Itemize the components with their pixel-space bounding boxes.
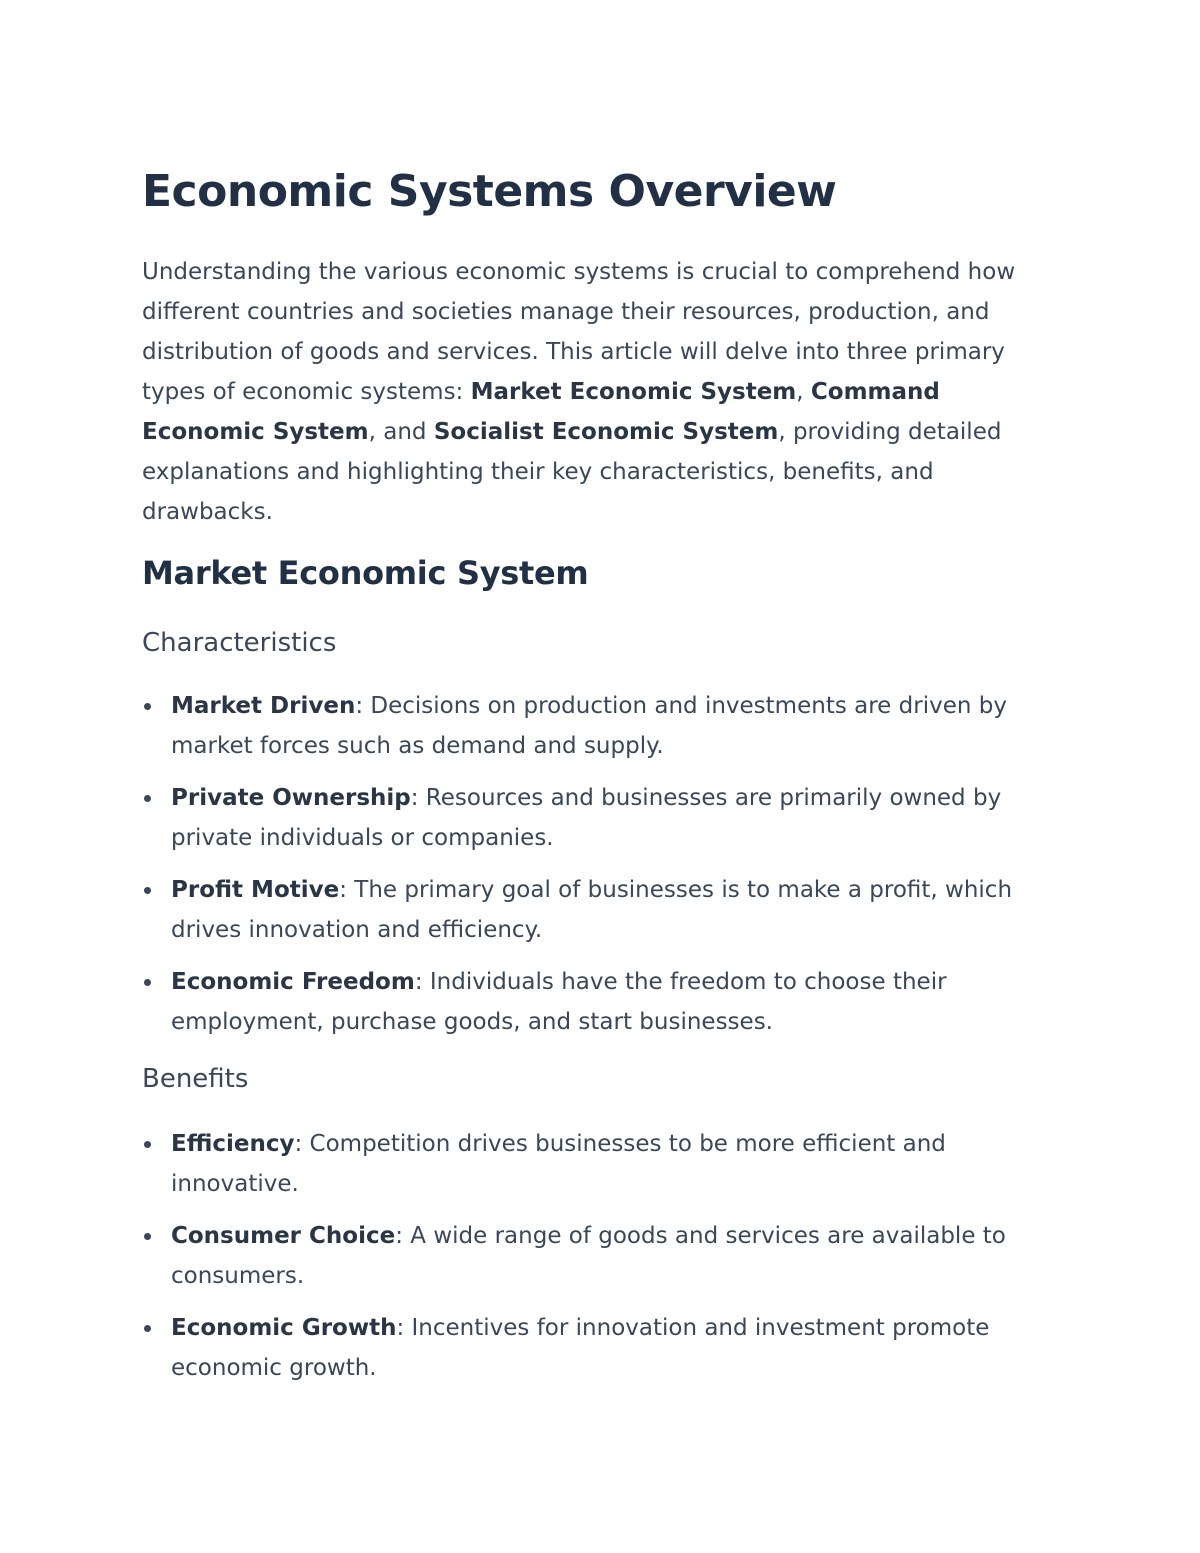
bullet-icon bbox=[144, 703, 151, 710]
intro-text-4: , providing detailed explanations and highlighting their key characteristics, benefits, and drawbacks. bbox=[142, 419, 1002, 525]
benefits-list bbox=[142, 1124, 1062, 1400]
benefits-heading: Benefits bbox=[142, 1064, 249, 1094]
list-item-desc: : Incentives for innovation and investment promote economic growth. bbox=[171, 1315, 990, 1381]
bullet-icon bbox=[144, 979, 151, 986]
intro-bold-socialist: Socialist Economic System bbox=[433, 419, 779, 445]
list-item-term: Private Ownership bbox=[171, 785, 411, 811]
list-item-term: Market Driven bbox=[171, 693, 356, 719]
list-item-desc: : Competition drives businesses to be more efficient and innovative. bbox=[171, 1131, 946, 1197]
intro-bold-market: Market Economic System bbox=[470, 379, 797, 405]
list-item-term: Profit Motive bbox=[171, 877, 340, 903]
list-item-term: Economic Growth bbox=[171, 1315, 397, 1341]
list-item-desc: : Individuals have the freedom to choose their employment, purchase goods, and start businesses. bbox=[171, 969, 947, 1035]
list-item bbox=[142, 686, 1062, 766]
list-item bbox=[142, 962, 1062, 1042]
bullet-icon bbox=[144, 887, 151, 894]
list-item bbox=[142, 1216, 1062, 1296]
list-item-desc: : Resources and businesses are primarily owned by private individuals or companies. bbox=[171, 785, 1002, 851]
intro-bold-command: Command Economic System bbox=[142, 379, 940, 445]
characteristics-list bbox=[142, 686, 1062, 1054]
list-item-term: Economic Freedom bbox=[171, 969, 415, 995]
intro-text-1: Understanding the various economic systems is crucial to comprehend how different countries and societies manage their resources, production, and distribution of goods and services. This article will delve into three primary types of economic systems: bbox=[142, 259, 1016, 405]
bullet-icon bbox=[144, 1325, 151, 1332]
intro-paragraph bbox=[142, 252, 1062, 532]
list-item-term: Efficiency bbox=[171, 1131, 295, 1157]
list-item bbox=[142, 1124, 1062, 1204]
list-item-desc: : The primary goal of businesses is to make a profit, which drives innovation and efficiency. bbox=[171, 877, 1013, 943]
characteristics-heading: Characteristics bbox=[142, 628, 337, 658]
bullet-icon bbox=[144, 1233, 151, 1240]
list-item-desc: : Decisions on production and investments are driven by market forces such as demand and supply. bbox=[171, 693, 1007, 759]
intro-text-3: , and bbox=[368, 419, 434, 445]
list-item-desc: : A wide range of goods and services are available to consumers. bbox=[171, 1223, 1006, 1289]
list-item bbox=[142, 870, 1062, 950]
list-item bbox=[142, 1308, 1062, 1388]
section-heading: Market Economic System bbox=[142, 554, 589, 592]
intro-text-2: , bbox=[796, 379, 811, 405]
bullet-icon bbox=[144, 1141, 151, 1148]
bullet-icon bbox=[144, 795, 151, 802]
list-item bbox=[142, 778, 1062, 858]
page-title: Economic Systems Overview bbox=[142, 166, 837, 217]
list-item-term: Consumer Choice bbox=[171, 1223, 396, 1249]
